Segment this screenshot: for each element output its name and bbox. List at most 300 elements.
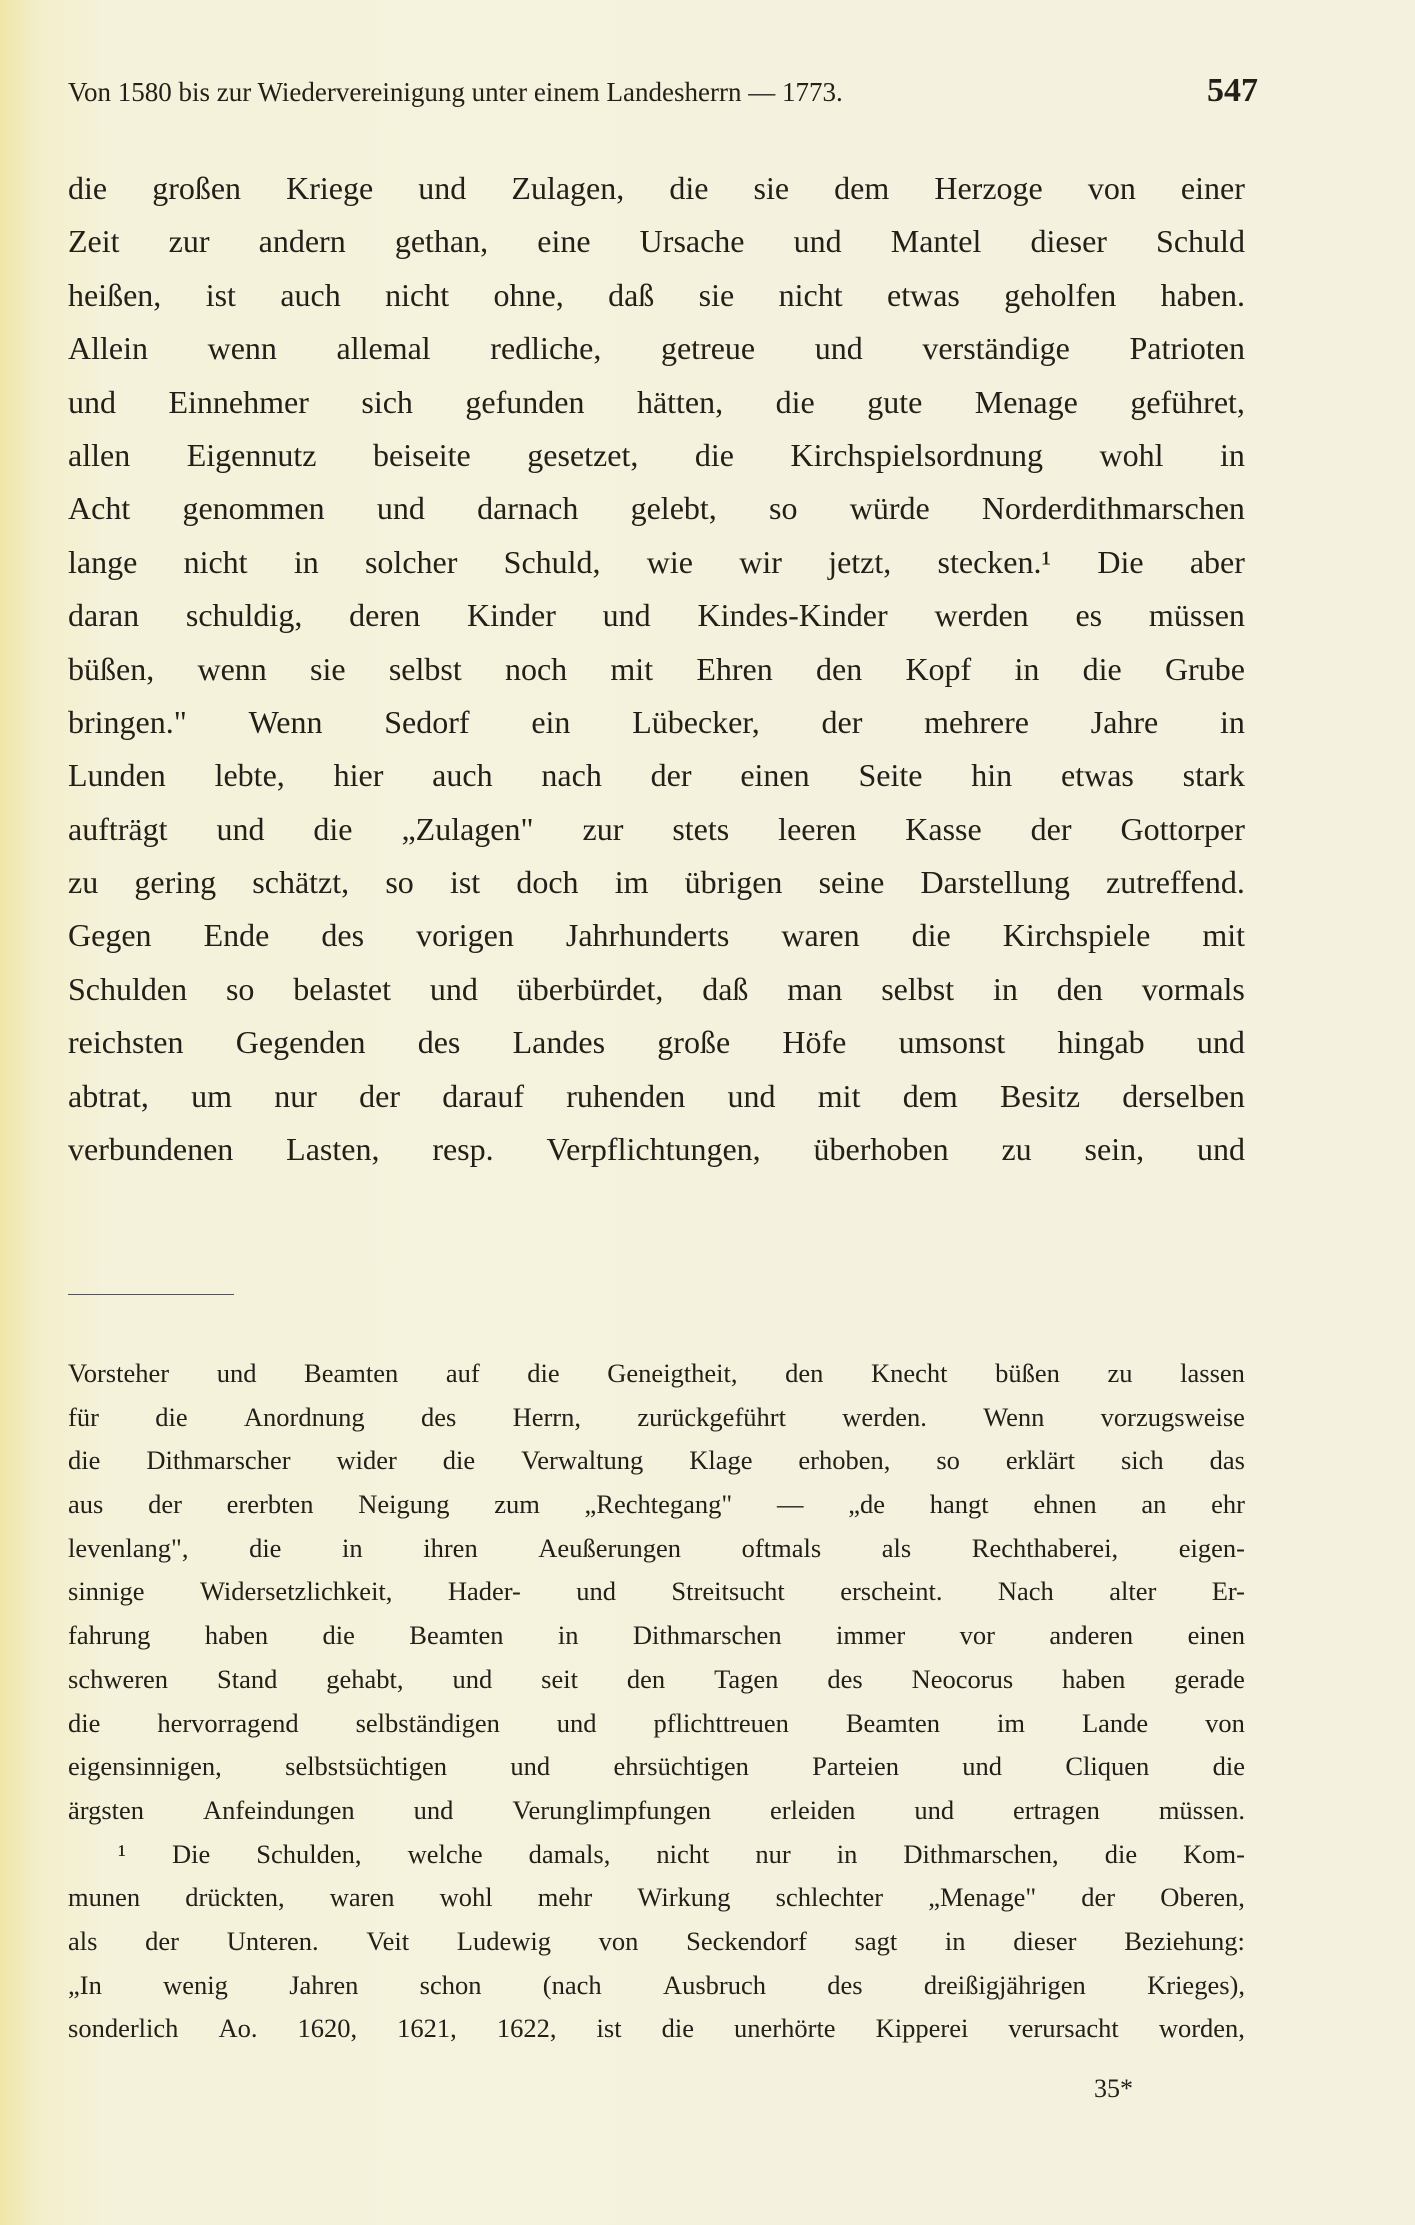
word: dem xyxy=(834,170,890,206)
word: Krieges), xyxy=(1147,1969,1245,2000)
word: haben xyxy=(204,1620,269,1651)
word: nicht xyxy=(778,276,843,313)
word: im xyxy=(614,864,649,901)
footnote-line xyxy=(68,1833,1245,1877)
word: ist xyxy=(449,864,481,901)
word: des xyxy=(417,1024,461,1061)
text-line xyxy=(68,856,1245,909)
word: Schulden, xyxy=(256,1838,362,1869)
word: die xyxy=(68,1445,101,1476)
word: 1620, xyxy=(297,2013,358,2044)
word: sich xyxy=(1120,1445,1164,1476)
word: Herzoge xyxy=(934,170,1043,206)
word: Parteien xyxy=(812,1751,899,1782)
word: Acht xyxy=(68,490,131,527)
word: geführet, xyxy=(1130,383,1245,420)
word: übrigen xyxy=(684,864,783,901)
word: ein xyxy=(531,703,571,740)
word: stark xyxy=(1182,757,1245,794)
text-line xyxy=(68,749,1245,802)
word: von xyxy=(1205,1707,1245,1738)
word: selbst xyxy=(881,970,955,1007)
word: Zeit xyxy=(68,223,120,260)
footnote-line xyxy=(68,1920,1245,1964)
word: Hader- xyxy=(447,1576,521,1607)
page-number: 547 xyxy=(1207,72,1258,109)
word: Verpflichtungen, xyxy=(546,1131,761,1168)
word: zu xyxy=(1107,1358,1133,1388)
word: sie xyxy=(753,170,790,206)
word: erklärt xyxy=(1005,1445,1075,1476)
word: ¹ xyxy=(118,1838,126,1869)
word: einen xyxy=(740,757,810,794)
word: fahrung xyxy=(68,1620,151,1651)
word: wie xyxy=(646,543,693,580)
word: Neocorus xyxy=(911,1663,1014,1694)
word: die xyxy=(249,1532,282,1563)
word: Schuld xyxy=(1156,223,1245,260)
footnote-line xyxy=(68,2007,1245,2051)
word: Sedorf xyxy=(384,703,470,740)
word: in xyxy=(1014,650,1040,687)
word: Cliquen xyxy=(1065,1751,1150,1782)
word: und xyxy=(727,1077,776,1114)
word: und xyxy=(216,1358,257,1388)
word: den xyxy=(785,1358,824,1388)
word: zum xyxy=(494,1489,540,1520)
word: nicht xyxy=(656,1838,710,1869)
word: wohl xyxy=(1099,436,1164,473)
footnote-line xyxy=(68,1789,1245,1833)
word: an xyxy=(1141,1489,1167,1520)
text-line xyxy=(68,215,1245,268)
word: und xyxy=(914,1794,955,1825)
word: Allein xyxy=(68,330,148,367)
word: Die xyxy=(1097,543,1144,580)
word: und xyxy=(68,383,116,420)
word: und xyxy=(216,810,265,847)
word: Oberen, xyxy=(1160,1882,1245,1913)
word: Kriege xyxy=(286,170,374,206)
word: zu xyxy=(68,864,99,901)
footnote-line xyxy=(68,1439,1245,1483)
word: noch xyxy=(504,650,568,687)
word: mit xyxy=(1202,917,1245,954)
word: Vorsteher xyxy=(68,1358,170,1388)
word: erleiden xyxy=(770,1794,856,1825)
word: und xyxy=(602,597,651,634)
word: nur xyxy=(755,1838,791,1869)
word: ohne, xyxy=(493,276,564,313)
word: nicht xyxy=(385,276,450,313)
word: so xyxy=(385,864,414,901)
footnote-line xyxy=(68,1527,1245,1571)
word: und xyxy=(510,1751,551,1782)
word: werden. xyxy=(842,1401,927,1432)
main-text xyxy=(68,162,1245,1176)
word: etwas xyxy=(1060,757,1134,794)
word: seit xyxy=(541,1663,578,1694)
word: „Zulagen" xyxy=(401,810,534,847)
word: derselben xyxy=(1122,1077,1245,1114)
word: 1622, xyxy=(496,2013,557,2044)
word: damals, xyxy=(528,1838,611,1869)
word: Dithmarschen xyxy=(632,1620,782,1651)
footnote-line xyxy=(68,1658,1245,1702)
word: überhoben xyxy=(813,1131,949,1168)
word: alter xyxy=(1109,1576,1157,1607)
word: Kom- xyxy=(1183,1838,1245,1869)
word: um xyxy=(191,1077,232,1114)
word: ihren xyxy=(423,1532,478,1563)
word: die xyxy=(911,917,951,954)
word: zurückgeführt xyxy=(637,1401,786,1432)
text-line xyxy=(68,322,1245,375)
word: müssen xyxy=(1148,597,1245,634)
word: in xyxy=(1220,703,1245,740)
word: hingab xyxy=(1057,1024,1145,1061)
word: dreißigjährigen xyxy=(923,1969,1086,2000)
word: des xyxy=(420,1401,457,1432)
word: Anfeindungen xyxy=(203,1794,355,1825)
word: Ursache xyxy=(639,223,745,260)
word: ruhenden xyxy=(566,1077,686,1114)
word: erscheint. xyxy=(840,1576,943,1607)
word: Neigung xyxy=(358,1489,450,1520)
word: ist xyxy=(596,2013,622,2044)
word: in xyxy=(944,1925,966,1956)
word: allen xyxy=(68,436,131,473)
word: belastet xyxy=(293,970,391,1007)
word: Beziehung: xyxy=(1124,1925,1245,1956)
word: redliche, xyxy=(490,330,602,367)
word: daß xyxy=(608,276,655,313)
word: lassen xyxy=(1180,1358,1245,1388)
word: und xyxy=(576,1576,617,1607)
word: wenn xyxy=(197,650,267,687)
text-line xyxy=(68,162,1245,215)
word: einer xyxy=(1180,170,1245,206)
word: „In xyxy=(68,1969,102,2000)
footnote-line xyxy=(68,1745,1245,1789)
word: in xyxy=(293,543,319,580)
word: darauf xyxy=(442,1077,524,1114)
word: es xyxy=(1075,597,1103,634)
word: zur xyxy=(168,223,210,260)
word: immer xyxy=(835,1620,906,1651)
word: der xyxy=(821,703,863,740)
footnotes xyxy=(68,1352,1245,2051)
word: würde xyxy=(849,490,930,527)
word: als xyxy=(881,1532,912,1563)
word: schlechter xyxy=(775,1882,884,1913)
word: in xyxy=(1220,436,1245,473)
word: lebte, xyxy=(214,757,285,794)
word: gering xyxy=(134,864,217,901)
word: sie xyxy=(698,276,735,313)
word: Klage xyxy=(689,1445,753,1476)
word: die xyxy=(442,1445,476,1476)
word: verursacht xyxy=(1008,2013,1119,2044)
word: dieser xyxy=(1030,223,1107,260)
word: und xyxy=(418,170,467,206)
word: Beamten xyxy=(409,1620,504,1651)
word: in xyxy=(836,1838,858,1869)
word: und xyxy=(429,970,478,1007)
word: allemal xyxy=(336,330,431,367)
word: verständige xyxy=(922,330,1070,367)
word: dem xyxy=(902,1077,958,1114)
word: waren xyxy=(781,917,860,954)
text-line xyxy=(68,269,1245,322)
word: resp. xyxy=(432,1131,494,1168)
word: ertragen xyxy=(1013,1794,1100,1825)
word: umsonst xyxy=(898,1024,1006,1061)
word: Höfe xyxy=(782,1024,847,1061)
word: büßen xyxy=(995,1358,1060,1388)
word: deren xyxy=(349,597,421,634)
word: Lande xyxy=(1081,1707,1149,1738)
text-line xyxy=(68,643,1245,696)
word: des xyxy=(827,1969,863,2000)
word: in xyxy=(342,1532,363,1563)
word: die xyxy=(155,1401,188,1432)
word: gute xyxy=(867,383,923,420)
word: müssen. xyxy=(1158,1794,1245,1825)
word: stecken.¹ xyxy=(937,543,1052,580)
word: „Rechtegang" xyxy=(584,1489,733,1520)
word: verbundenen xyxy=(68,1131,234,1168)
word: Rechthaberei, xyxy=(971,1532,1119,1563)
word: Einnehmer xyxy=(168,383,309,420)
word: mehr xyxy=(537,1882,593,1913)
word: des xyxy=(321,917,365,954)
word: Widersetzlichkeit, xyxy=(199,1576,393,1607)
word: werden xyxy=(934,597,1029,634)
text-line xyxy=(68,803,1245,856)
word: Dithmarscher xyxy=(146,1445,291,1476)
word: leeren xyxy=(778,810,857,847)
text-line xyxy=(68,1016,1245,1069)
word: zu xyxy=(1001,1131,1032,1168)
word: hervorragend xyxy=(157,1707,299,1738)
word: daran xyxy=(68,597,140,634)
word: in xyxy=(992,970,1018,1007)
word: Ao. xyxy=(218,2013,258,2044)
word: Aeußerungen xyxy=(538,1532,682,1563)
word: man xyxy=(787,970,843,1007)
word: Lübecker, xyxy=(632,703,760,740)
word: Ende xyxy=(203,917,270,954)
word: die xyxy=(775,383,815,420)
word: Nach xyxy=(997,1576,1054,1607)
running-title: Von 1580 bis zur Wiedervereinigung unter einem Landesherrn — 1773. xyxy=(68,77,843,107)
word: Jahrhunderts xyxy=(565,917,730,954)
word: anderen xyxy=(1049,1620,1134,1651)
word: eigen- xyxy=(1178,1532,1245,1563)
text-line xyxy=(68,429,1245,482)
word: Beamten xyxy=(845,1707,941,1738)
word: levenlang", xyxy=(68,1532,189,1563)
word: so xyxy=(225,970,255,1007)
word: aber xyxy=(1189,543,1245,580)
word: schweren xyxy=(68,1663,169,1694)
word: heißen, xyxy=(68,276,162,313)
word: Geneigtheit, xyxy=(607,1358,738,1388)
word: wenig xyxy=(163,1969,228,2000)
word: 1621, xyxy=(397,2013,457,2044)
text-line xyxy=(68,589,1245,642)
word: gerade xyxy=(1174,1663,1245,1694)
word: Unteren. xyxy=(226,1925,319,1956)
word: reichsten xyxy=(68,1024,184,1061)
word: (nach xyxy=(542,1969,602,2000)
word: von xyxy=(598,1925,639,1956)
signature-mark: 35* xyxy=(1094,2074,1133,2103)
word: hier xyxy=(333,757,384,794)
word: ehr xyxy=(1211,1489,1245,1520)
word: eine xyxy=(537,223,591,260)
text-line xyxy=(68,909,1245,962)
word: daß xyxy=(702,970,749,1007)
footnote-line xyxy=(68,1396,1245,1440)
word: wider xyxy=(336,1445,397,1476)
word: Kinder xyxy=(467,597,556,634)
word: der xyxy=(650,757,692,794)
word: Kindes-Kinder xyxy=(697,597,888,634)
word: Kirchspiele xyxy=(1002,917,1151,954)
word: und xyxy=(1196,1024,1245,1061)
word: Wenn xyxy=(983,1401,1045,1432)
word: die xyxy=(669,170,709,206)
word: Schulden xyxy=(68,970,188,1007)
word: andern xyxy=(258,223,346,260)
word: gethan, xyxy=(394,223,489,260)
word: Lasten, xyxy=(286,1131,380,1168)
word: gesetzet, xyxy=(527,436,639,473)
word: büßen, xyxy=(68,650,155,687)
running-header xyxy=(68,72,1258,110)
word: — xyxy=(776,1489,804,1520)
word: selbst xyxy=(388,650,462,687)
footnote-line xyxy=(68,1702,1245,1746)
word: lange xyxy=(68,543,138,580)
word: aus xyxy=(68,1489,104,1520)
word: stets xyxy=(672,810,730,847)
word: haben. xyxy=(1160,276,1245,313)
footnote-line xyxy=(68,1483,1245,1527)
word: Norderdithmarschen xyxy=(981,490,1245,527)
word: nach xyxy=(541,757,602,794)
word: Ludewig xyxy=(456,1925,551,1956)
word: sich xyxy=(361,383,413,420)
word: ererbten xyxy=(226,1489,314,1520)
footnote-line xyxy=(68,1964,1245,2008)
word: bringen." xyxy=(68,703,187,740)
word: die xyxy=(322,1620,355,1651)
word: Menage xyxy=(974,383,1078,420)
word: Anordnung xyxy=(243,1401,365,1432)
word: „Menage" xyxy=(928,1882,1037,1913)
word: des xyxy=(827,1663,863,1694)
word: Die xyxy=(171,1838,211,1869)
word: Jahre xyxy=(1090,703,1159,740)
word: sein, xyxy=(1084,1131,1145,1168)
word: zur xyxy=(582,810,624,847)
word: und xyxy=(814,330,863,367)
word: Jahren xyxy=(289,1969,359,2000)
word: so xyxy=(769,490,798,527)
word: selbständigen xyxy=(355,1707,500,1738)
text-line xyxy=(68,1070,1245,1123)
word: waren xyxy=(329,1882,395,1913)
word: sagt xyxy=(854,1925,898,1956)
word: Stand xyxy=(216,1663,278,1694)
word: dieser xyxy=(1013,1925,1077,1956)
footnote-separator xyxy=(68,1294,234,1295)
word: auch xyxy=(432,757,493,794)
word: mehrere xyxy=(924,703,1029,740)
word: gehabt, xyxy=(326,1663,404,1694)
word: Seite xyxy=(858,757,923,794)
word: darnach xyxy=(477,490,579,527)
word: getreue xyxy=(660,330,756,367)
word: sonderlich xyxy=(68,2013,179,2044)
word: sinnige xyxy=(68,1576,145,1607)
word: die xyxy=(527,1358,560,1388)
word: eigensinnigen, xyxy=(68,1751,222,1782)
word: die xyxy=(68,170,108,206)
text-line xyxy=(68,1123,1245,1176)
word: Tagen xyxy=(714,1663,779,1694)
word: Dithmarschen, xyxy=(903,1838,1059,1869)
word: haben xyxy=(1062,1663,1126,1694)
word: Kirchspielsordnung xyxy=(790,436,1043,473)
word: doch xyxy=(516,864,579,901)
word: ärgsten xyxy=(68,1794,145,1825)
word: Mantel xyxy=(890,223,982,260)
word: Verunglimpfungen xyxy=(512,1794,712,1825)
word: Gegenden xyxy=(235,1024,366,1061)
word: etwas xyxy=(886,276,960,313)
word: nicht xyxy=(183,543,248,580)
word: munen xyxy=(68,1882,141,1913)
word: schuldig, xyxy=(185,597,303,634)
word: großen xyxy=(152,170,242,206)
word: Landes xyxy=(512,1024,606,1061)
word: vorigen xyxy=(416,917,514,954)
word: genommen xyxy=(182,490,325,527)
word: Knecht xyxy=(871,1358,948,1388)
word: mit xyxy=(610,650,654,687)
word: Kopf xyxy=(905,650,972,687)
word: die xyxy=(313,810,353,847)
footnote-line xyxy=(68,1570,1245,1614)
word: große xyxy=(657,1024,731,1061)
word: der xyxy=(145,1925,179,1956)
word: der xyxy=(148,1489,182,1520)
word: pflichttreuen xyxy=(653,1707,789,1738)
word: Wirkung xyxy=(637,1882,731,1913)
word: das xyxy=(1209,1445,1245,1476)
word: als xyxy=(68,1925,98,1956)
word: zutreffend. xyxy=(1105,864,1245,901)
word: der xyxy=(1030,810,1072,847)
word: einen xyxy=(1187,1620,1245,1651)
word: vormals xyxy=(1141,970,1245,1007)
word: Verwaltung xyxy=(521,1445,644,1476)
word: und xyxy=(556,1707,597,1738)
